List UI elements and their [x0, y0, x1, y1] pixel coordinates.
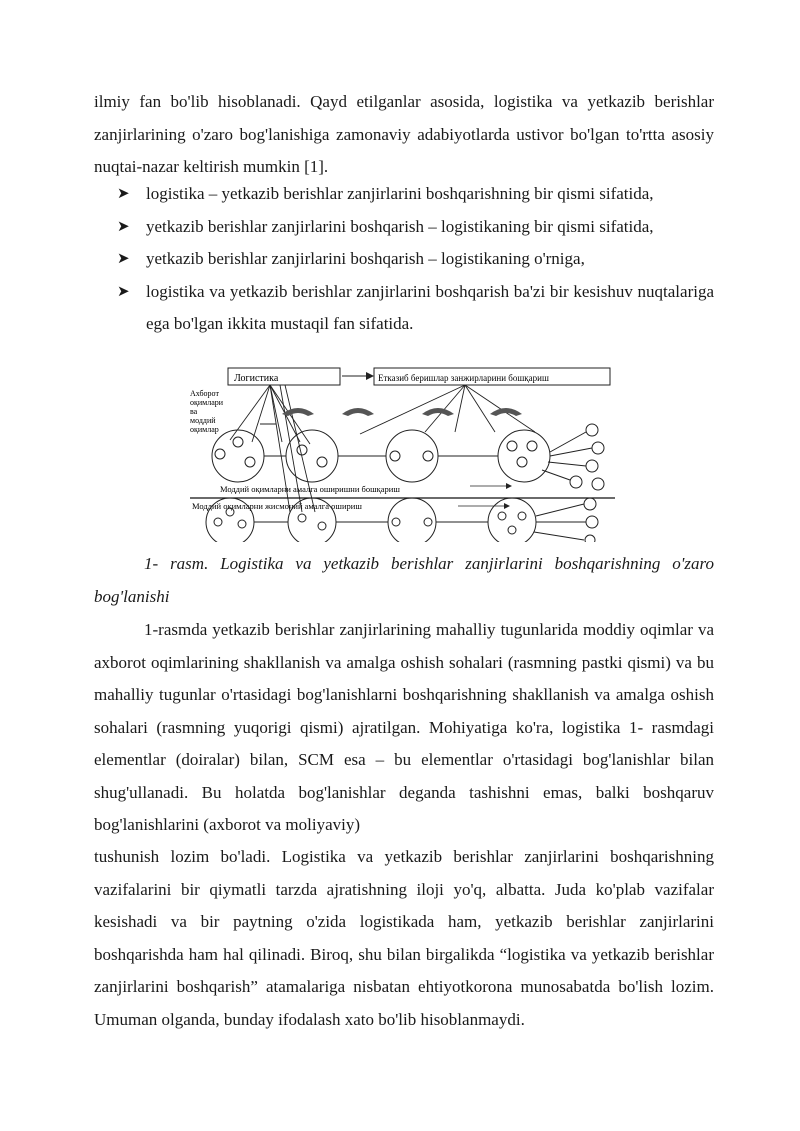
top-row-nodes	[212, 424, 604, 490]
body-paragraph-continued: tushunish lozim bo'ladi. Logistika va yetkazib berishlar zanjirlarini boshqarishning vazifalarini bir qiymatli tarzda ajratishning iloji yo'q, albatta. Juda ko'plab vazifalar kesishadi va bir paytning o'zida logistikada ham, yetkazib berishlar zanjirlarini boshqarishda ham hal qilinadi. Biroq, shu bilan birgalikda “logistika va yetkazib berishlar zanjirlarini boshqarish” atamalariga nisbatan ehtiyotkorona munosabatda bo'lish lozim. Umuman olganda, bunday ifodalash xato bo'lib hisoblanmaydi.	[94, 847, 714, 1029]
list-item	[117, 276, 714, 341]
arrowhead-bullet-icon: ➤	[117, 251, 130, 267]
list-item	[117, 211, 714, 244]
mid-label: Моддий оқимларни амалга оширишни бошқариш	[220, 484, 400, 494]
left-label-line-4: моддий	[190, 416, 216, 425]
list-item	[117, 243, 714, 276]
bullet-list	[117, 178, 714, 341]
body-paragraph: 1-rasmda yetkazib berishlar zanjirlarining mahalliy tugunlarida moddiy oqimlar va axborot oqimlarining shakllanish va amalga oshish sohalari (rasmning pastki qismi) va bu mahalliy tugunlar o'rtasidagi bog'lanishlarni boshqarishning shakllanish va amalga oshish sohalari (rasmning yuqorigi qismi) ajratilgan. Mohiyatiga ko'ra, logistika 1- rasmdagi elementlar (doiralar) bilan, SCM esa – bu elementlar o'rtasidagi bog'lanishlar bilan shug'ullanadi. Bu holatda bog'lanishlar deganda tashishni emas, balki boshqaruv bog'lanishlarini (axborot va moliyaviy)	[94, 620, 714, 834]
left-label-line-5: оқимлар	[190, 425, 219, 434]
intro-paragraph: ilmiy fan bo'lib hisoblanadi. Qayd etilganlar asosida, logistika va yetkazib berishlar zanjirlarining o'zaro bog'lanishiga zamonaviy adabiyotlarda ustivor bo'lgan to'rtta asosiy nuqtai-nazar keltirish mumkin [1].	[94, 92, 714, 176]
list-item-text: logistika – yetkazib berishlar zanjirlarini boshqarishning bir qismi sifatida,	[146, 184, 654, 203]
list-item	[117, 178, 714, 211]
arrowhead-bullet-icon: ➤	[117, 186, 130, 202]
figure-caption: 1- rasm. Logistika va yetkazib berishlar zanjirlarini boshqarishning o'zaro bog'lanishi	[94, 554, 714, 606]
scm-label: Етказиб беришлар занжирларини бошқариш	[378, 373, 549, 383]
arrowhead-bullet-icon: ➤	[117, 218, 130, 235]
logistics-label: Логистика	[234, 373, 279, 384]
list-item-text: yetkazib berishlar zanjirlarini boshqarish – logistikaning bir qismi sifatida,	[146, 216, 654, 236]
bottom-label: Моддий оқимларни жисмоний амалга ошириш	[192, 501, 362, 511]
figure-logistics-scm-diagram	[190, 362, 615, 542]
arrowhead-bullet-icon: ➤	[117, 283, 130, 300]
list-item-text: yetkazib berishlar zanjirlarini boshqarish – logistikaning o'rniga,	[146, 249, 585, 268]
left-label-line-3: ва	[190, 407, 198, 416]
left-label-line-2: оқимлари	[190, 398, 224, 407]
left-label-line-1: Ахборот	[190, 389, 219, 398]
list-item-text: logistika va yetkazib berishlar zanjirlarini boshqarish ba'zi bir kesishuv nuqtalariga ega bo'lgan ikkita mustaqil fan sifatida.	[146, 281, 714, 333]
